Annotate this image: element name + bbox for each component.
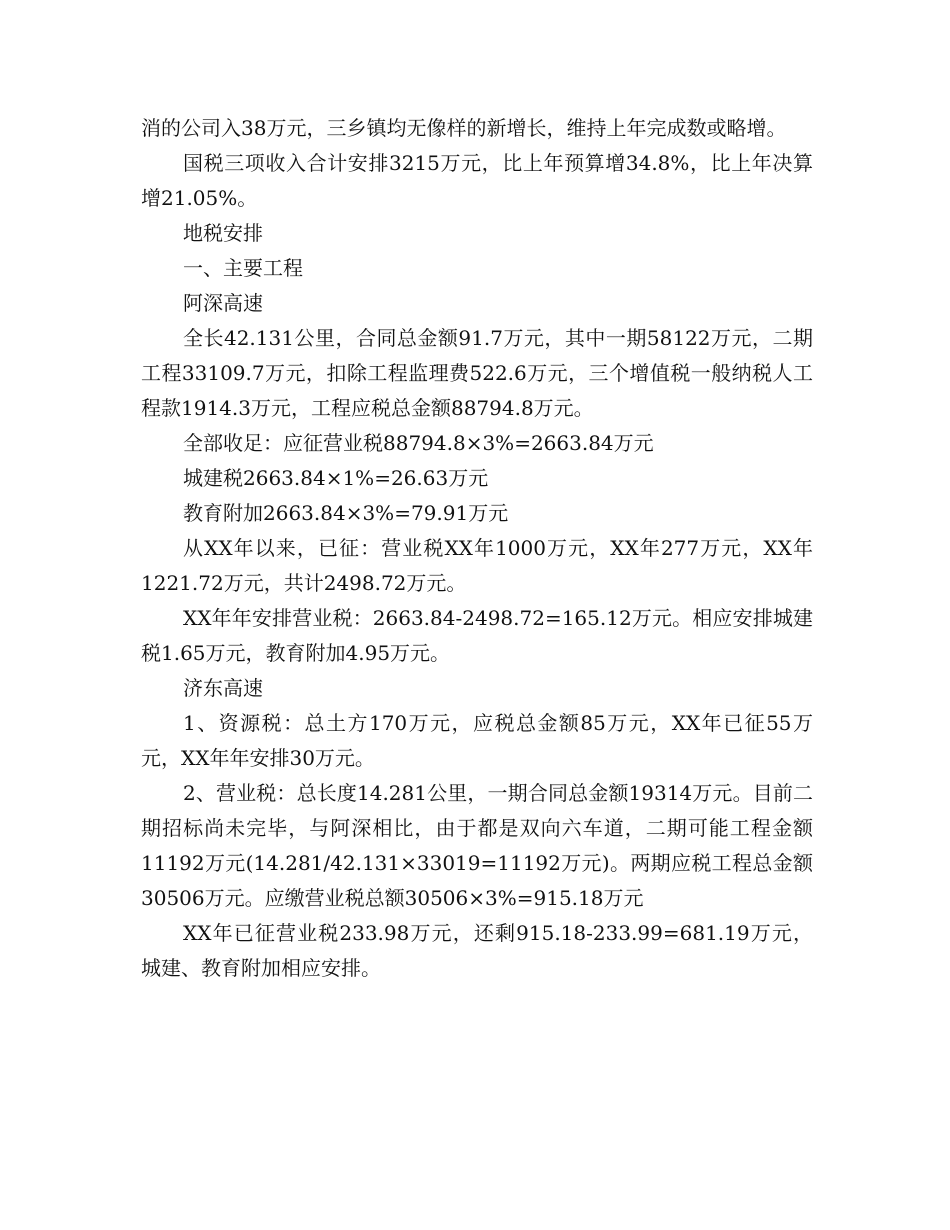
subheading-ashen-expressway: 阿深高速	[183, 291, 263, 315]
section-heading-main-projects: 一、主要工程	[183, 256, 303, 280]
paragraph-national-tax-total: 国税三项收入合计安排3215万元，比上年预算增34.8%，比上年决算增21.05%。	[141, 151, 813, 210]
paragraph-resource-tax: 1、资源税：总土方170万元，应税总金额85万元，XX年已征55万元，XX年年安排30万元。	[141, 711, 813, 770]
document-body	[141, 111, 813, 986]
paragraph-collected-so-far: 从XX年以来，已征：营业税XX年1000万元，XX年277万元，XX年1221.72万元，共计2498.72万元。	[141, 536, 813, 595]
paragraph-business-tax: 2、营业税：总长度14.281公里，一期合同总金额19314万元。目前二期招标尚未完毕，与阿深相比，由于都是双向六车道，二期可能工程金额11192万元(14.281/42.131×33019=11192万元)。两期应税工程总金额30506万元。应缴营业税总额30506×3%=915.18万元	[141, 781, 813, 910]
paragraph-annual-arrangement: XX年年安排营业税：2663.84-2498.72=165.12万元。相应安排城建税1.65万元，教育附加4.95万元。	[141, 606, 813, 665]
paragraph-continuation: 消的公司入38万元，三乡镇均无像样的新增长，维持上年完成数或略增。	[141, 116, 787, 140]
line-education-surcharge: 教育附加2663.84×3%=79.91万元	[183, 501, 509, 525]
line-business-tax-calc: 全部收足：应征营业税88794.8×3%=2663.84万元	[183, 431, 654, 455]
paragraph-remaining-tax: XX年已征营业税233.98万元，还剩915.18-233.99=681.19万元，城建、教育附加相应安排。	[141, 921, 813, 980]
subheading-jidong-expressway: 济东高速	[183, 676, 263, 700]
paragraph-ashen-contract: 全长42.131公里，合同总金额91.7万元，其中一期58122万元，二期工程33109.7万元，扣除工程监理费522.6万元，三个增值税一般纳税人工程款1914.3万元，工程应税总金额88794.8万元。	[141, 326, 813, 420]
line-city-construction-tax: 城建税2663.84×1%=26.63万元	[183, 466, 489, 490]
section-heading-local-tax: 地税安排	[183, 221, 263, 245]
